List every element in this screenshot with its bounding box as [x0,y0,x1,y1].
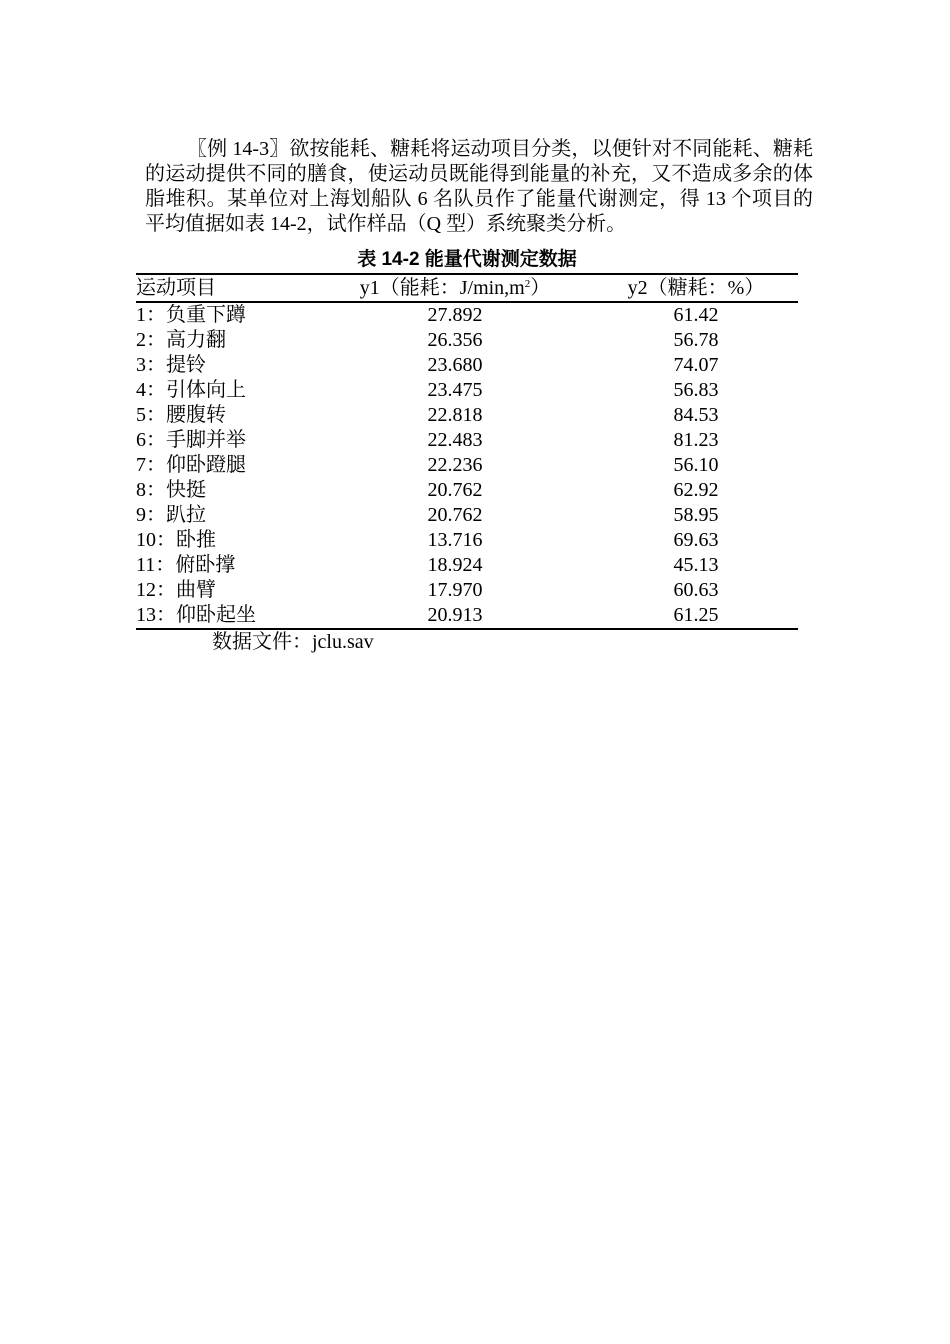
row-y2: 84.53 [673,404,719,426]
table-row [136,453,798,478]
row-y1: 20.762 [427,479,483,501]
table-row [136,528,798,553]
row-y1: 22.818 [427,404,483,426]
row-y1: 20.762 [427,504,483,526]
table-row [136,328,798,353]
table-caption: 表 14-2 能量代谢测定数据 [357,249,577,270]
row-y1: 17.970 [427,579,483,601]
table-row [136,353,798,378]
table-row [136,378,798,403]
row-y1: 22.236 [427,454,483,476]
row-y2: 74.07 [673,354,719,376]
row-y2: 56.78 [673,329,719,351]
energy-metabolism-table [136,273,798,630]
row-name: 12：曲臂 [136,579,216,601]
header-y1-text: y1（能耗：J/min,m [359,276,525,299]
row-y1: 26.356 [427,329,483,351]
header-y1-energy [316,274,594,302]
row-name: 11：俯卧撑 [136,554,236,576]
row-name: 8：快挺 [136,479,206,501]
row-y2: 60.63 [673,579,719,601]
example-paragraph: 〖例 14-3〗欲按能耗、糖耗将运动项目分类，以便针对不同能耗、糖耗的运动提供不同的膳食，使运动员既能得到能量的补充，又不造成多余的体脂堆积。某单位对上海划船队 6 名队员作了能量代谢测定，得 13 个项目的平均值据如表 14-2，试作样品（Q 型）系统聚类分析。 [145,138,813,235]
table-row [136,428,798,453]
row-y1: 20.913 [427,604,483,626]
row-y1: 27.892 [427,304,483,326]
row-name: 6：手脚并举 [136,429,246,451]
row-name: 9：趴拉 [136,504,206,526]
row-y2: 45.13 [673,554,719,576]
row-name: 3：提铃 [136,354,206,376]
table-row [136,302,798,328]
row-y1: 13.716 [427,529,483,551]
row-y2: 81.23 [673,429,719,451]
header-y1-close: ） [530,276,551,299]
row-y2: 61.42 [673,304,719,326]
table-row [136,553,798,578]
table-row [136,403,798,428]
row-y2: 56.10 [673,454,719,476]
row-y2: 58.95 [673,504,719,526]
table-row [136,478,798,503]
row-y1: 23.680 [427,354,483,376]
row-y1: 22.483 [427,429,483,451]
data-file-note: 数据文件：jclu.sav [212,631,374,653]
row-y2: 69.63 [673,529,719,551]
row-name: 1：负重下蹲 [136,304,246,326]
table-row [136,578,798,603]
row-name: 13：仰卧起坐 [136,604,256,626]
header-sport-item: 运动项目 [136,276,216,299]
row-name: 7：仰卧蹬腿 [136,454,246,476]
header-y1-superscript: 2 [524,277,531,290]
row-y2: 56.83 [673,379,719,401]
table-row [136,503,798,528]
row-y1: 23.475 [427,379,483,401]
row-y2: 62.92 [673,479,719,501]
row-y1: 18.924 [427,554,483,576]
header-y2-sugar: y2（糖耗：%） [627,276,765,299]
table-row [136,603,798,629]
row-name: 5：腰腹转 [136,404,226,426]
table-header-row [136,274,798,302]
row-name: 2：高力翻 [136,329,226,351]
row-name: 10：卧推 [136,529,216,551]
row-y2: 61.25 [673,604,719,626]
row-name: 4：引体向上 [136,379,246,401]
